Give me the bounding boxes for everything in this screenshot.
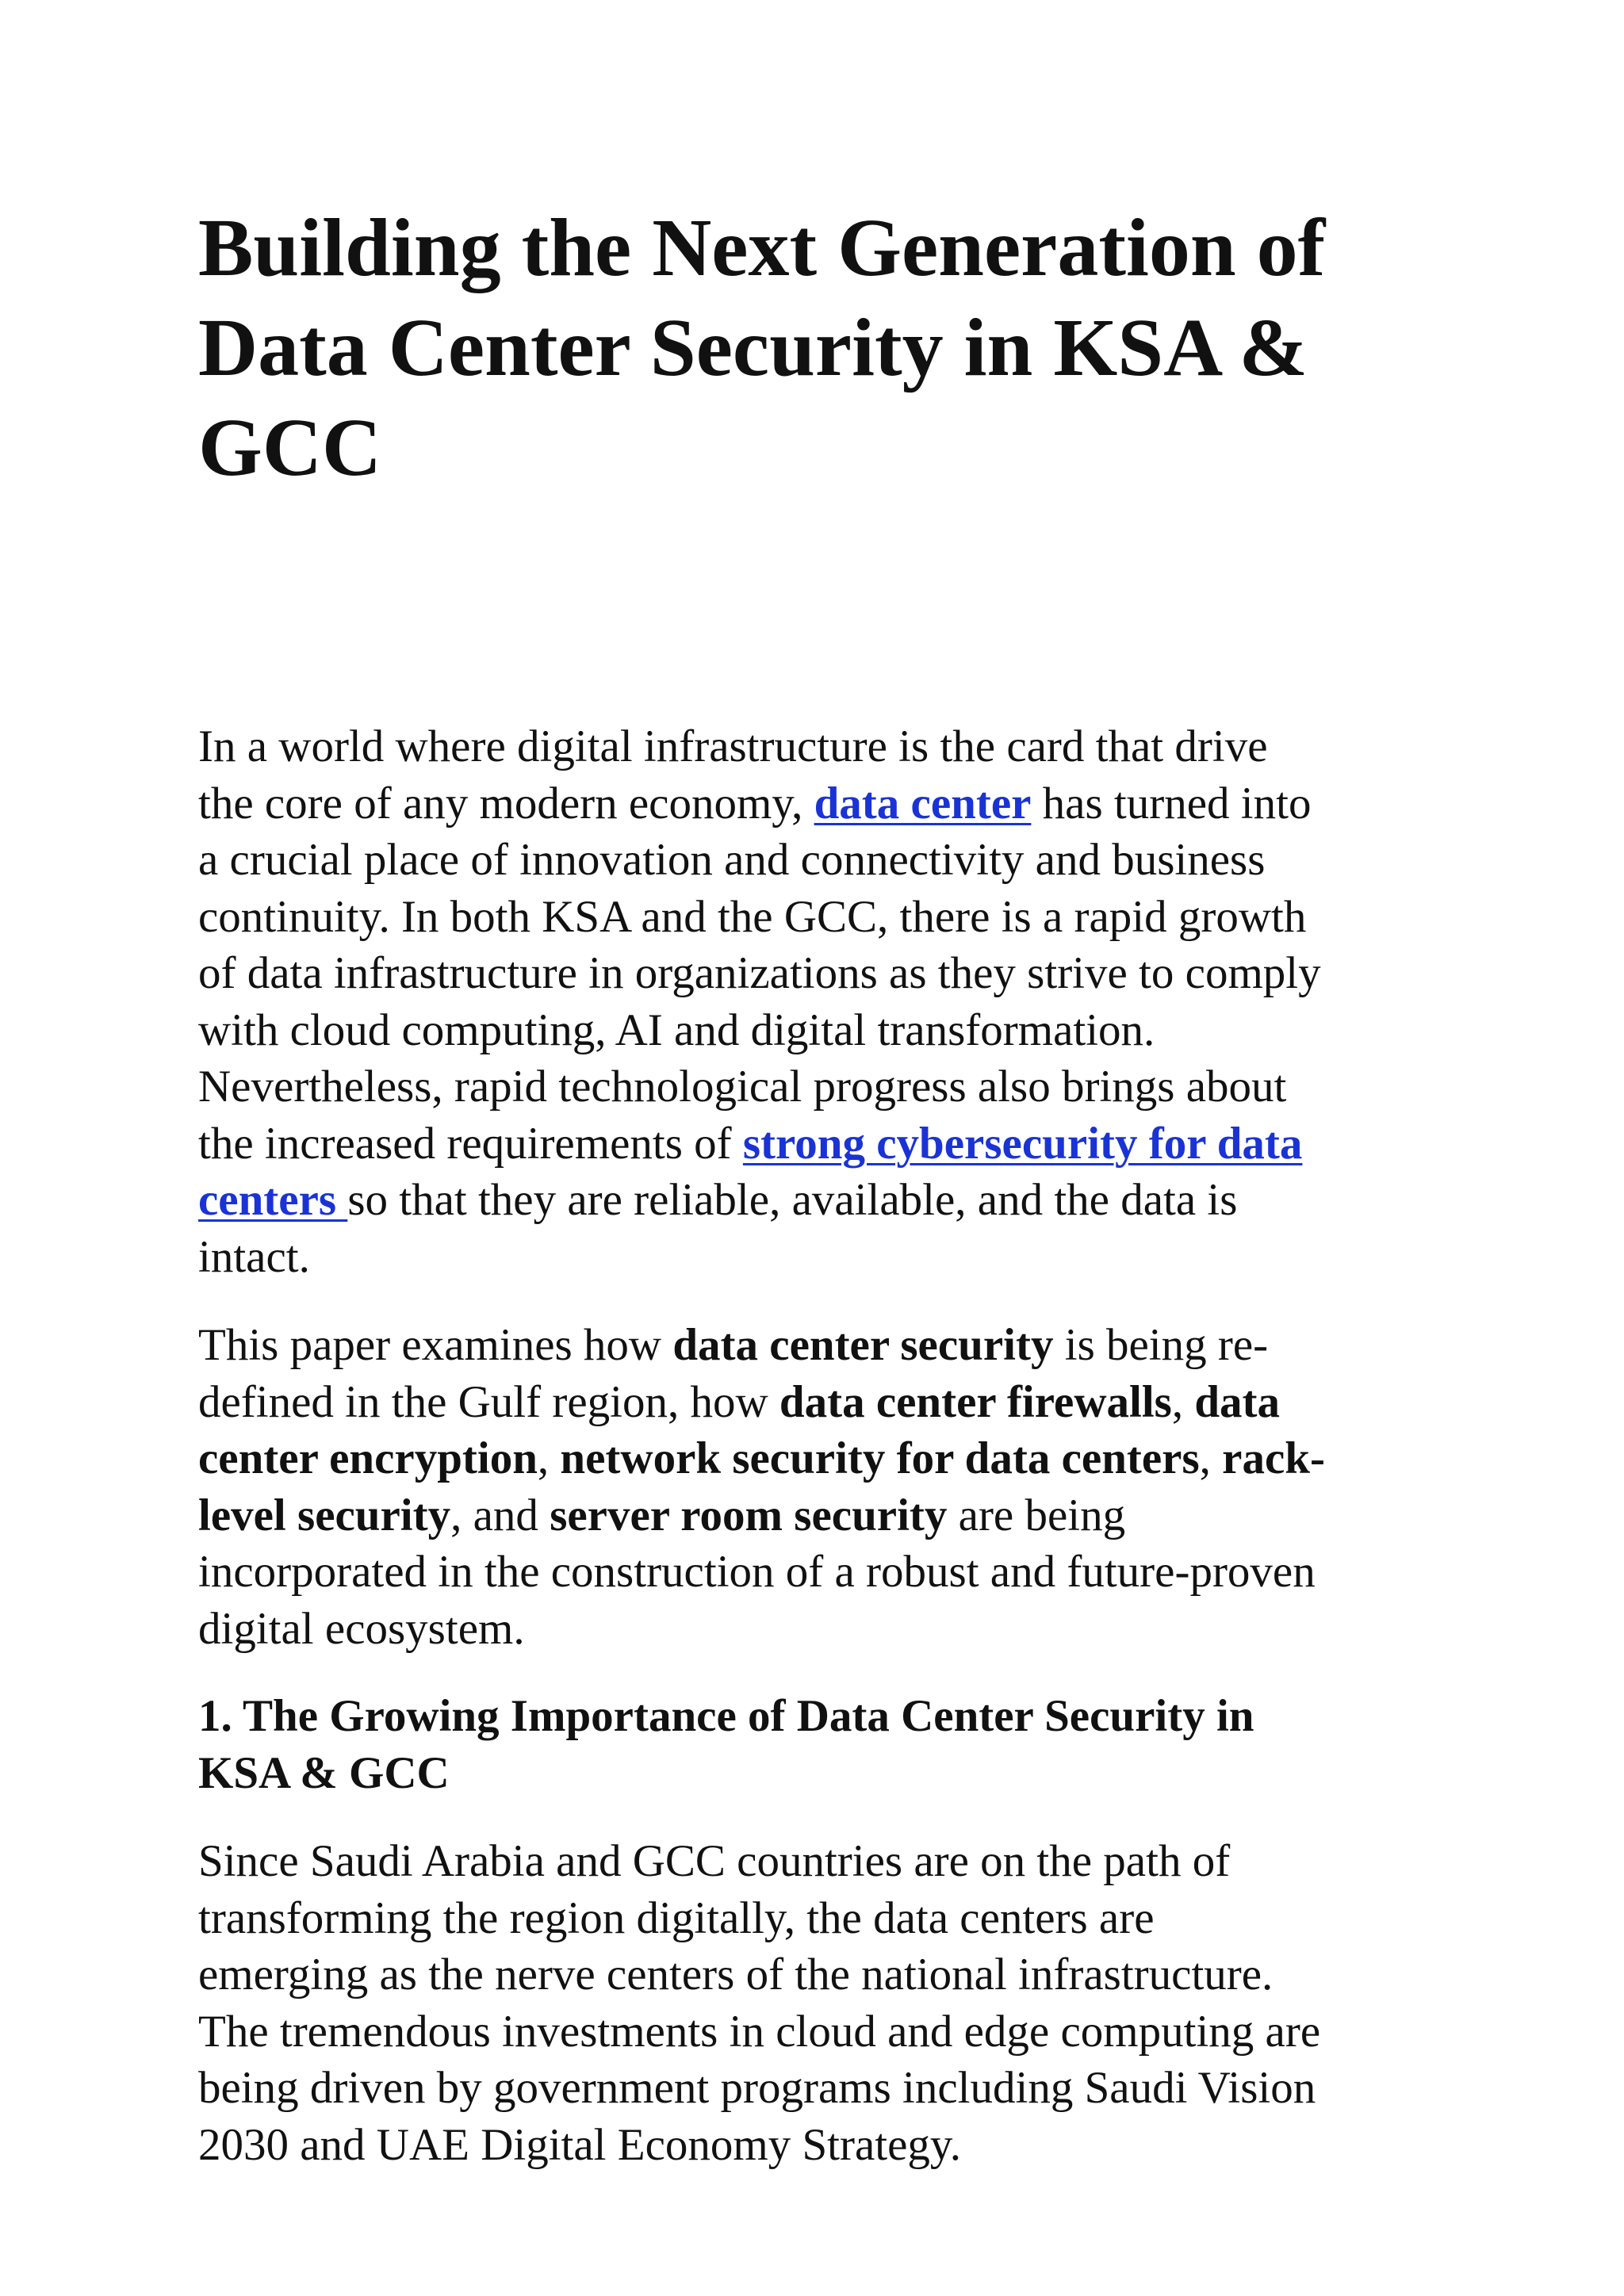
text-line: intact. (198, 1231, 310, 1282)
bold-term: rack- (1222, 1433, 1325, 1483)
text-line: continuity. In both KSA and the GCC, there is a rapid growth (198, 891, 1307, 942)
bold-term: data center security (672, 1320, 1054, 1370)
text-line (198, 775, 1435, 832)
text-line (198, 1374, 1435, 1431)
data-center-link[interactable]: data center (814, 778, 1032, 828)
cybersecurity-link-part1[interactable]: strong cybersecurity for data (742, 1118, 1303, 1169)
title-line: Data Center Security in KSA & (198, 302, 1308, 393)
heading-line: 1. The Growing Importance of Data Center Security in (198, 1691, 1254, 1741)
heading-line: KSA & GCC (198, 1747, 450, 1798)
text-run: , (1199, 1433, 1223, 1483)
text-run: the core of any modern economy, (198, 778, 814, 828)
text-run: are being (947, 1490, 1126, 1540)
cybersecurity-link-part2[interactable]: centers (198, 1175, 348, 1225)
text-run: , (1171, 1376, 1195, 1427)
text-line (198, 1172, 1435, 1229)
intro-paragraph (198, 718, 1435, 1285)
text-line: digital ecosystem. (198, 1603, 525, 1654)
text-run: , and (450, 1490, 550, 1540)
text-line: of data infrastructure in organizations as they strive to comply (198, 948, 1321, 998)
section-heading (198, 1688, 1435, 1801)
text-line: emerging as the nerve centers of the national infrastructure. (198, 1950, 1274, 1999)
text-line (198, 1317, 1435, 1374)
bold-term: level security (198, 1490, 451, 1540)
overview-paragraph (198, 1317, 1435, 1657)
bold-term: network security for data centers (560, 1433, 1200, 1483)
text-line: being driven by government programs including Saudi Vision (198, 2063, 1316, 2113)
text-run: has turned into (1031, 778, 1312, 828)
section-paragraph (198, 1833, 1435, 2173)
text-run: , (537, 1433, 561, 1483)
text-line: 2030 and UAE Digital Economy Strategy. (198, 2119, 961, 2170)
bold-term: data center firewalls (779, 1376, 1172, 1427)
text-run: the increased requirements of (198, 1118, 743, 1169)
text-run: is being re- (1053, 1320, 1269, 1370)
text-line: The tremendous investments in cloud and edge computing are (198, 2006, 1321, 2057)
text-line: with cloud computing, AI and digital transformation. (198, 1004, 1155, 1055)
page-title (198, 198, 1435, 498)
text-line: Nevertheless, rapid technological progress also brings about (198, 1062, 1287, 1112)
text-line: incorporated in the construction of a robust and future-proven (198, 1547, 1316, 1597)
title-line: GCC (198, 402, 382, 493)
text-run: defined in the Gulf region, how (198, 1376, 779, 1427)
document-page (198, 198, 1435, 2173)
text-line: transforming the region digitally, the data centers are (198, 1892, 1155, 1943)
text-line (198, 1115, 1435, 1173)
text-run: This paper examines how (198, 1320, 673, 1370)
text-line (198, 1430, 1435, 1487)
title-line: Building the Next Generation of (198, 202, 1326, 293)
bold-term: center encryption (198, 1433, 538, 1483)
text-line (198, 1487, 1435, 1544)
text-line: a crucial place of innovation and connectivity and business (198, 835, 1266, 885)
text-run: so that they are reliable, available, and the data is (347, 1175, 1238, 1225)
text-line: In a world where digital infrastructure is the card that drive (198, 721, 1268, 771)
text-line: Since Saudi Arabia and GCC countries are on the path of (198, 1836, 1231, 1886)
bold-term: data (1194, 1376, 1281, 1427)
bold-term: server room security (550, 1490, 948, 1540)
